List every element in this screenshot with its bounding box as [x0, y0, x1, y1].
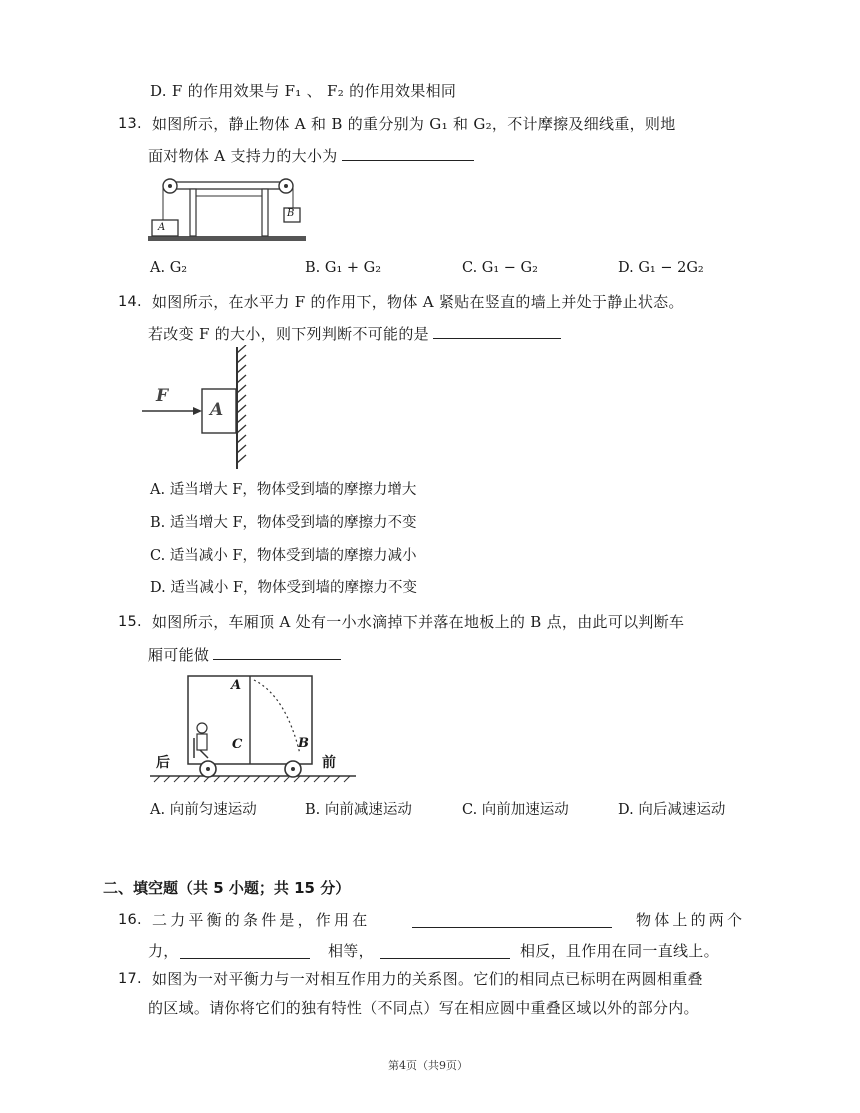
- q14-option-b[interactable]: B. 适当增大 F，物体受到墙的摩擦力不变: [150, 515, 417, 531]
- q15-front-label: 前: [322, 755, 336, 771]
- q14-line1: 如图所示，在水平力 F 的作用下，物体 A 紧贴在竖直的墙上并处于静止状态。: [152, 293, 684, 311]
- q13-number: 13.: [118, 116, 142, 132]
- q14-force-label: F: [156, 386, 169, 406]
- q13-option-b[interactable]: B. G₁ + G₂: [305, 260, 382, 276]
- q15-point-a-label: A: [231, 678, 242, 693]
- q16-line1-end: 物体上的两个: [636, 911, 746, 929]
- q13-option-c[interactable]: C. G₁ − G₂: [462, 260, 538, 276]
- q15-line2: 厢可能做: [148, 646, 210, 664]
- q17-number: 17.: [118, 971, 142, 987]
- q14-line2: 若改变 F 的大小，则下列判断不可能的是: [148, 325, 429, 343]
- q14-wall-figure: [140, 345, 250, 473]
- q13-pulley-figure: [148, 174, 308, 246]
- q17-line1: 如图为一对平衡力与一对相互作用力的关系图。它们的相同点已标明在两圆相重叠: [152, 970, 703, 988]
- q13-line2: 面对物体 A 支持力的大小为: [148, 147, 338, 165]
- q13-answer-blank[interactable]: [342, 144, 474, 161]
- q13-block-a-label: A: [158, 222, 166, 233]
- q15-point-c-label: C: [232, 737, 243, 752]
- page-footer: 第4页（共9页）: [388, 1059, 468, 1072]
- q16-line1: 二力平衡的条件是，作用在: [152, 911, 371, 929]
- q16-number: 16.: [118, 912, 142, 928]
- q16-line2-mid: 相等，: [328, 942, 374, 960]
- q16-blank-1[interactable]: [412, 911, 612, 928]
- q15-back-label: 后: [156, 755, 170, 771]
- q15-option-d[interactable]: D. 向后减速运动: [618, 802, 726, 818]
- q16-line2-end: 相反，且作用在同一直线上。: [520, 942, 719, 960]
- q13-option-a[interactable]: A. G₂: [150, 260, 188, 276]
- q15-line1: 如图所示，车厢顶 A 处有一小水滴掉下并落在地板上的 B 点，由此可以判断车: [152, 613, 685, 631]
- q13-block-b-label: B: [287, 208, 295, 219]
- q14-number: 14.: [118, 294, 142, 310]
- q15-option-c[interactable]: C. 向前加速运动: [462, 802, 569, 818]
- q14-option-c[interactable]: C. 适当减小 F，物体受到墙的摩擦力减小: [150, 548, 417, 564]
- q15-number: 15.: [118, 614, 142, 630]
- q15-option-b[interactable]: B. 向前减速运动: [305, 802, 412, 818]
- q15-option-a[interactable]: A. 向前匀速运动: [150, 802, 257, 818]
- q13-line1: 如图所示，静止物体 A 和 B 的重分别为 G₁ 和 G₂，不计摩擦及细线重，则地: [152, 115, 676, 133]
- q14-block-label: A: [210, 400, 224, 420]
- q16-line2-start: 力，: [148, 942, 179, 960]
- section-heading: 二、填空题（共 5 小题；共 15 分）: [103, 879, 351, 897]
- q14-answer-blank[interactable]: [433, 322, 561, 339]
- q16-blank-3[interactable]: [380, 942, 510, 959]
- q15-point-b-label: B: [298, 736, 309, 751]
- q12-option-d: D. F 的作用效果与 F₁ 、 F₂ 的作用效果相同: [150, 82, 457, 100]
- q15-answer-blank[interactable]: [213, 643, 341, 660]
- q16-blank-2[interactable]: [180, 942, 310, 959]
- q17-line2: 的区域。请你将它们的独有特性（不同点）写在相应圆中重叠区域以外的部分内。: [148, 999, 699, 1017]
- q14-option-d[interactable]: D. 适当减小 F，物体受到墙的摩擦力不变: [150, 580, 417, 596]
- q13-option-d[interactable]: D. G₁ − 2G₂: [618, 260, 704, 276]
- q14-option-a[interactable]: A. 适当增大 F，物体受到墙的摩擦力增大: [150, 482, 417, 498]
